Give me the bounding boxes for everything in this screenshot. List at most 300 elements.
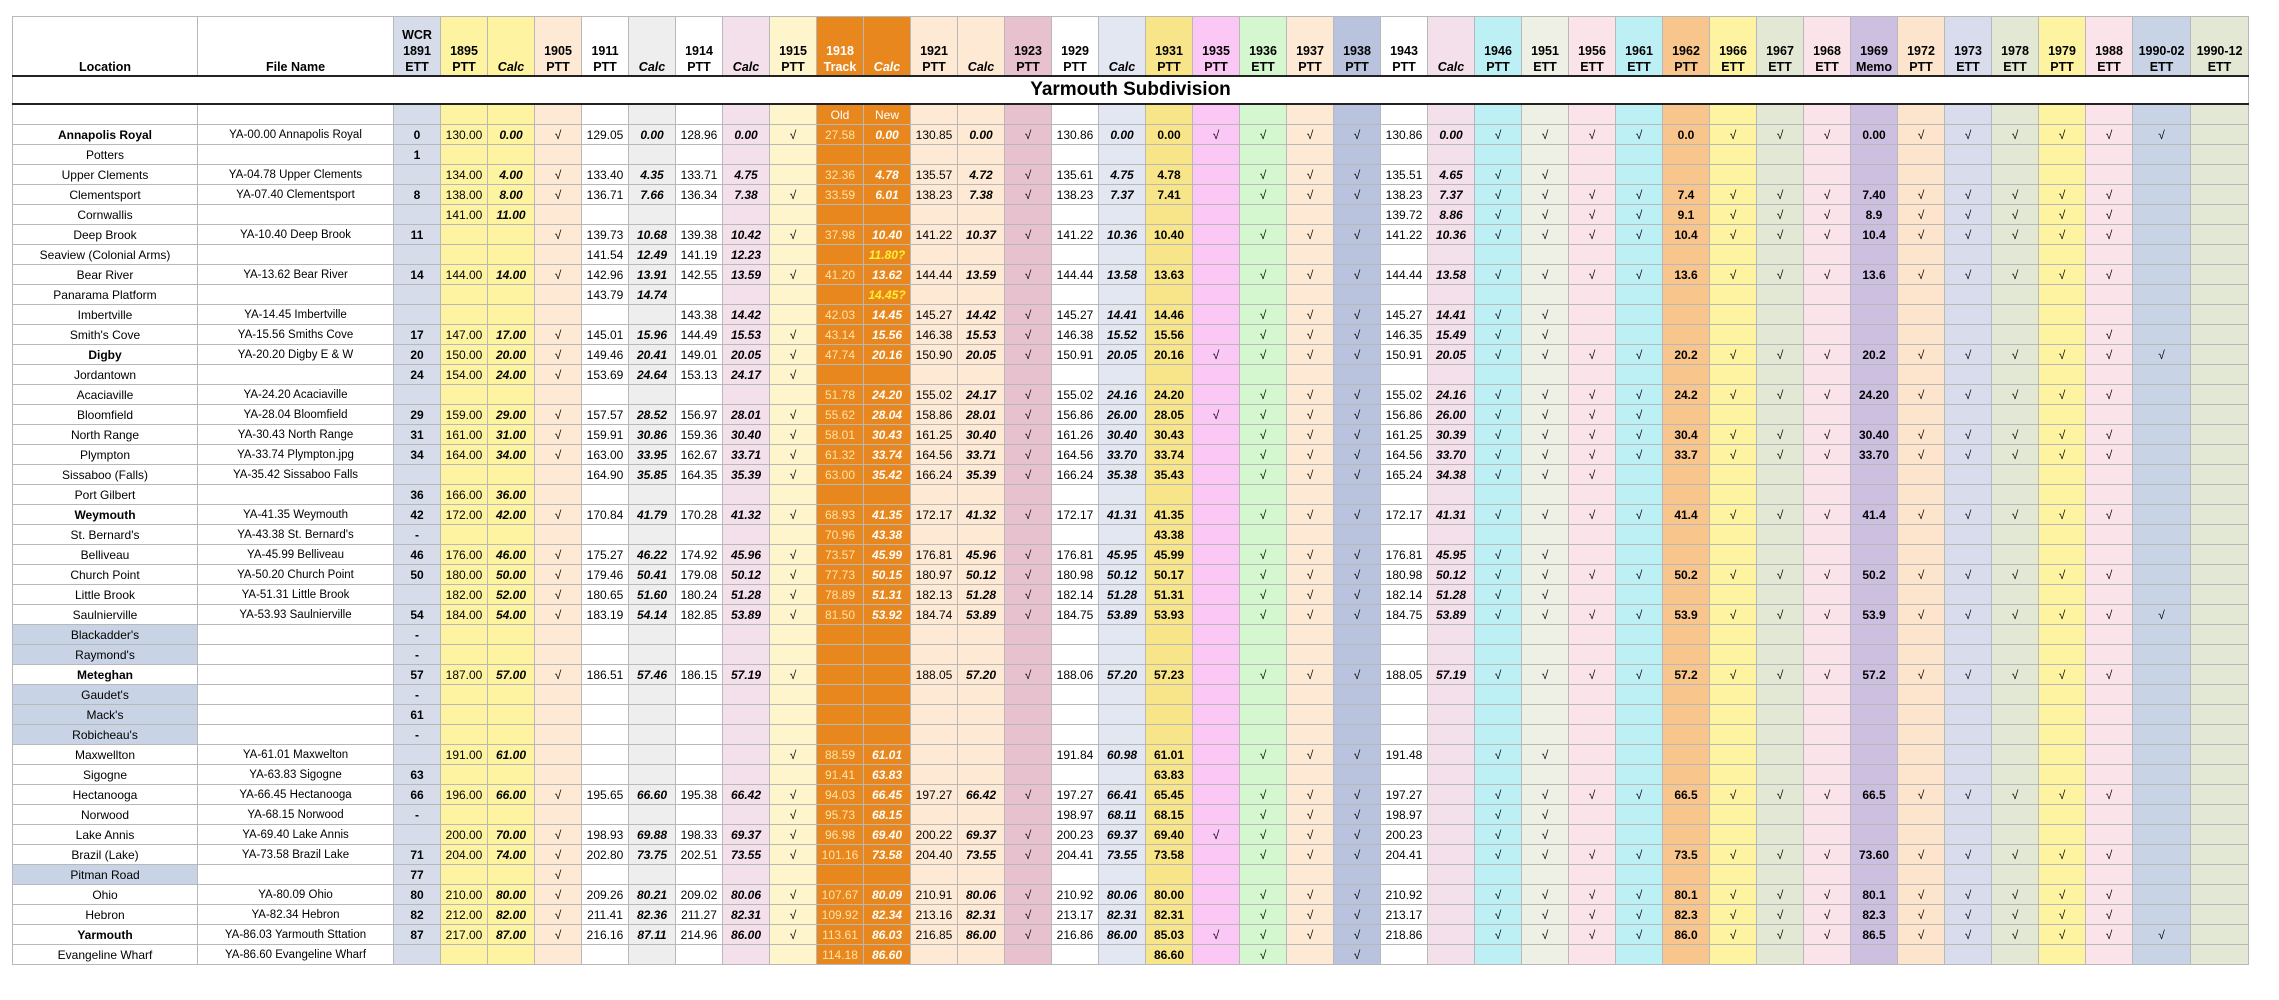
cell-e1968: √ [1804,225,1851,245]
cell-p1979 [2039,725,2086,745]
cell-p1921 [911,685,958,705]
cell-p1937 [1287,645,1334,665]
cell-e1966: √ [1710,565,1757,585]
cell-p1895: 130.00 [441,125,488,145]
cell-p1895: 182.00 [441,585,488,605]
cell-p1895 [441,525,488,545]
cell-p1935 [1193,185,1240,205]
cell-c1943: 14.41 [1428,305,1475,325]
table-row [13,585,2249,605]
cell-e1967 [1757,825,1804,845]
cell-p1938: √ [1334,905,1381,925]
cell-p1923 [1005,205,1052,225]
cell-p1929: 200.23 [1052,825,1099,845]
cell-e1961 [1616,285,1663,305]
cell-e199012 [2191,905,2249,925]
cell-e1973: √ [1945,425,1992,445]
cell-m1969 [1851,525,1898,545]
cell-c1895 [488,725,535,745]
cell-c1921 [958,625,1005,645]
cell-e1956: √ [1569,185,1616,205]
cell-e1968: √ [1804,445,1851,465]
cell-c1918: 86.60 [864,945,911,965]
cell-p1979: √ [2039,785,2086,805]
cell-e1936: √ [1240,925,1287,945]
cell-e1968: √ [1804,605,1851,625]
cell-c1943: 33.70 [1428,445,1475,465]
cell-p1935 [1193,905,1240,925]
cell-p1943: 156.86 [1381,405,1428,425]
cell-e1956 [1569,825,1616,845]
cell-e1961 [1616,165,1663,185]
cell-p1946: √ [1475,125,1522,145]
cell-e1978: √ [1992,665,2039,685]
location-cell: St. Bernard's [13,525,198,545]
cell-e1956: √ [1569,665,1616,685]
cell-p1935 [1193,265,1240,285]
cell-e1966: √ [1710,425,1757,445]
cell-c1918: 41.35 [864,505,911,525]
cell-p1929 [1052,705,1099,725]
cell-p1937 [1287,705,1334,725]
cell-p1946: √ [1475,385,1522,405]
cell-p1979: √ [2039,425,2086,445]
cell-p1923 [1005,365,1052,385]
cell-p1911 [582,385,629,405]
cell-c1918: 43.38 [864,525,911,545]
file-name-cell: YA-20.20 Digby E & W [198,345,394,365]
cell-c1911: 28.52 [629,405,676,425]
cell-p1921: 135.57 [911,165,958,185]
cell-e1967 [1757,245,1804,265]
cell-p1962 [1663,365,1710,385]
cell-p1943: 141.22 [1381,225,1428,245]
cell-c1914: 10.42 [723,225,770,245]
cell-c1921 [958,365,1005,385]
cell-p1962 [1663,645,1710,665]
cell [1193,104,1240,125]
cell-p1943 [1381,145,1428,165]
cell-p1915: √ [770,745,817,765]
cell-p1943 [1381,685,1428,705]
cell-e1968 [1804,405,1851,425]
cell-p1962: 20.2 [1663,345,1710,365]
cell-e199002 [2133,665,2191,685]
cell-p1895: 176.00 [441,545,488,565]
cell-wcr: 36 [394,485,441,505]
table-row [13,285,2249,305]
location-cell: Port Gilbert [13,485,198,505]
cell-e1988: √ [2086,785,2133,805]
cell-m1969: 0.00 [1851,125,1898,145]
cell-p1943: 172.17 [1381,505,1428,525]
cell-wcr: 31 [394,425,441,445]
cell-p1905: √ [535,225,582,245]
cell-p1931: 50.17 [1146,565,1193,585]
cell-c1895 [488,385,535,405]
cell-p1915: √ [770,365,817,385]
cell-p1979 [2039,525,2086,545]
cell-wcr: 11 [394,225,441,245]
cell-e1961 [1616,645,1663,665]
cell-c1921: 15.53 [958,325,1005,345]
cell-m1969 [1851,625,1898,645]
cell-e1988 [2086,465,2133,485]
table-row [13,405,2249,425]
cell [1710,104,1757,125]
cell-t1918: 51.78 [817,385,864,405]
cell-m1969: 7.40 [1851,185,1898,205]
cell-m1969 [1851,485,1898,505]
cell-e1956 [1569,525,1616,545]
cell-wcr: 61 [394,705,441,725]
cell-p1962 [1663,285,1710,305]
cell-p1915: √ [770,825,817,845]
cell-p1929 [1052,245,1099,265]
cell-e1978 [1992,485,2039,505]
cell-c1921: 45.96 [958,545,1005,565]
cell-p1914 [676,685,723,705]
cell-p1914 [676,285,723,305]
cell-p1979 [2039,285,2086,305]
cell-e199002 [2133,365,2191,385]
cell-e1936: √ [1240,565,1287,585]
cell-wcr [394,825,441,845]
cell-p1937 [1287,365,1334,385]
cell-p1979 [2039,165,2086,185]
cell-p1915 [770,625,817,645]
cell-p1931: 43.38 [1146,525,1193,545]
cell-p1895: 161.00 [441,425,488,445]
cell-c1918: 33.74 [864,445,911,465]
cell-p1938 [1334,525,1381,545]
cell-e1936 [1240,245,1287,265]
cell-p1929 [1052,725,1099,745]
cell-c1918: 24.20 [864,385,911,405]
cell-p1923 [1005,485,1052,505]
cell-p1911: 198.93 [582,825,629,845]
cell-p1931: 82.31 [1146,905,1193,925]
cell-p1915: √ [770,225,817,245]
cell-e199012 [2191,485,2249,505]
cell-t1918 [817,725,864,745]
cell-e1951: √ [1522,465,1569,485]
cell-e1951: √ [1522,805,1569,825]
cell-e1966: √ [1710,845,1757,865]
cell-c1918 [864,485,911,505]
cell-e1968: √ [1804,425,1851,445]
cell-p1946: √ [1475,825,1522,845]
cell-e1988: √ [2086,385,2133,405]
cell-e1936: √ [1240,185,1287,205]
cell-wcr: 17 [394,325,441,345]
cell-p1905 [535,385,582,405]
cell-p1921: 145.27 [911,305,958,325]
cell [1992,104,2039,125]
column-header-t1918: 1918 Track [817,17,864,77]
file-name-cell [198,145,394,165]
cell-t1918 [817,245,864,265]
cell-p1979: √ [2039,445,2086,465]
cell-m1969: 20.2 [1851,345,1898,365]
cell-p1979: √ [2039,925,2086,945]
cell-e1966 [1710,165,1757,185]
cell-p1937 [1287,765,1334,785]
cell-c1914: 73.55 [723,845,770,865]
cell-e1973: √ [1945,205,1992,225]
cell-p1962: 9.1 [1663,205,1710,225]
cell [676,104,723,125]
cell-p1911: 157.57 [582,405,629,425]
cell-p1905: √ [535,545,582,565]
cell-p1962 [1663,765,1710,785]
cell-e1956 [1569,165,1616,185]
cell-t1918: 47.74 [817,345,864,365]
cell [1240,104,1287,125]
cell-e1961 [1616,705,1663,725]
cell-p1946 [1475,725,1522,745]
cell-c1911: 13.91 [629,265,676,285]
cell-p1905: √ [535,165,582,185]
cell-t1918: 101.16 [817,845,864,865]
cell-p1895 [441,305,488,325]
cell-wcr: 71 [394,845,441,865]
cell-p1931 [1146,625,1193,645]
cell-c1943: 20.05 [1428,345,1475,365]
cell-p1915: √ [770,565,817,585]
cell-e1961 [1616,805,1663,825]
cell-e199012 [2191,205,2249,225]
cell-t1918: 73.57 [817,545,864,565]
cell-e1967: √ [1757,505,1804,525]
cell-p1935 [1193,785,1240,805]
cell-p1905: √ [535,665,582,685]
cell-c1921: 14.42 [958,305,1005,325]
file-name-cell: YA-69.40 Lake Annis [198,825,394,845]
cell-e1966 [1710,725,1757,745]
cell-c1911 [629,485,676,505]
table-row [13,845,2249,865]
cell-p1914: 202.51 [676,845,723,865]
cell-c1918: 69.40 [864,825,911,845]
cell-p1929: 213.17 [1052,905,1099,925]
cell-e1967 [1757,625,1804,645]
cell-p1931: 14.46 [1146,305,1193,325]
cell-p1929: 155.02 [1052,385,1099,405]
cell-p1921: 184.74 [911,605,958,625]
cell-e199012 [2191,445,2249,465]
cell-e1961: √ [1616,845,1663,865]
file-name-cell [198,245,394,265]
cell-p1935 [1193,605,1240,625]
cell-p1979: √ [2039,665,2086,685]
cell-p1962: 82.3 [1663,905,1710,925]
cell-p1946 [1475,765,1522,785]
cell-e1961 [1616,585,1663,605]
cell-p1915: √ [770,405,817,425]
cell-p1937 [1287,145,1334,165]
cell-wcr [394,285,441,305]
cell [13,104,198,125]
table-row [13,785,2249,805]
cell-c1914: 50.12 [723,565,770,585]
cell-c1929 [1099,525,1146,545]
column-header-p1938: 1938 PTT [1334,17,1381,77]
cell-p1905: √ [535,125,582,145]
cell-p1905: √ [535,365,582,385]
cell-p1937: √ [1287,345,1334,365]
cell [394,104,441,125]
cell-e1966 [1710,325,1757,345]
column-header-p1972: 1972 PTT [1898,17,1945,77]
cell-wcr: - [394,525,441,545]
cell-p1931: 68.15 [1146,805,1193,825]
table-row [13,225,2249,245]
cell-e1988: √ [2086,665,2133,685]
cell-e1978: √ [1992,425,2039,445]
column-header-e1988: 1988 ETT [2086,17,2133,77]
cell-e199012 [2191,765,2249,785]
cell-e1966 [1710,765,1757,785]
cell-p1962 [1663,545,1710,565]
cell-wcr [394,745,441,765]
cell-p1972 [1898,805,1945,825]
cell-p1946: √ [1475,165,1522,185]
cell-c1911 [629,525,676,545]
cell-p1938 [1334,145,1381,165]
cell-m1969 [1851,765,1898,785]
cell-e1966 [1710,945,1757,965]
cell-c1911: 66.60 [629,785,676,805]
column-header-m1969: 1969 Memo [1851,17,1898,77]
cell-e1978: √ [1992,265,2039,285]
cell-e199012 [2191,565,2249,585]
cell-p1915 [770,945,817,965]
cell [1569,104,1616,125]
cell-p1905: √ [535,905,582,925]
cell-e1961 [1616,465,1663,485]
cell-e1968 [1804,705,1851,725]
location-cell: Bear River [13,265,198,285]
cell-p1929: 146.38 [1052,325,1099,345]
cell-p1946 [1475,365,1522,385]
cell-e199012 [2191,505,2249,525]
cell-p1923: √ [1005,585,1052,605]
cell-t1918: 42.03 [817,305,864,325]
table-row [13,685,2249,705]
table-row [13,545,2249,565]
cell-e1978: √ [1992,445,2039,465]
cell-e1973 [1945,245,1992,265]
table-row [13,705,2249,725]
cell-p1972: √ [1898,785,1945,805]
file-name-cell: YA-80.09 Ohio [198,885,394,905]
cell-e199002 [2133,805,2191,825]
cell-wcr [394,165,441,185]
cell-p1911: 145.01 [582,325,629,345]
cell-p1905: √ [535,565,582,585]
cell-c1943: 24.16 [1428,385,1475,405]
cell-wcr: - [394,805,441,825]
cell-e199012 [2191,785,2249,805]
cell-p1911 [582,745,629,765]
cell-c1943: 26.00 [1428,405,1475,425]
cell-c1921: 35.39 [958,465,1005,485]
cell-c1921: 24.17 [958,385,1005,405]
cell-p1935: √ [1193,925,1240,945]
cell-p1914 [676,745,723,765]
cell-p1905 [535,285,582,305]
cell-wcr [394,305,441,325]
cell-wcr: 63 [394,765,441,785]
cell-wcr: 0 [394,125,441,145]
cell-p1923: √ [1005,845,1052,865]
cell [723,104,770,125]
cell-e1973: √ [1945,385,1992,405]
cell-e1973: √ [1945,125,1992,145]
cell-p1914 [676,525,723,545]
cell-p1923 [1005,725,1052,745]
file-name-cell [198,285,394,305]
cell-p1911: 153.69 [582,365,629,385]
cell-c1911: 33.95 [629,445,676,465]
cell-e1973 [1945,145,1992,165]
cell-p1905 [535,685,582,705]
cell [2086,104,2133,125]
cell-wcr: 54 [394,605,441,625]
cell-wcr: 87 [394,925,441,945]
cell-p1929 [1052,625,1099,645]
cell-c1921: 57.20 [958,665,1005,685]
cell-e199012 [2191,225,2249,245]
cell-p1943: 144.44 [1381,265,1428,285]
cell-e199002 [2133,585,2191,605]
cell-c1929: 51.28 [1099,585,1146,605]
file-name-cell: YA-13.62 Bear River [198,265,394,285]
cell-p1937: √ [1287,665,1334,685]
header-row [13,17,2249,77]
cell-p1895: 159.00 [441,405,488,425]
cell-c1918 [864,645,911,665]
cell-p1937: √ [1287,125,1334,145]
cell-p1915 [770,865,817,885]
cell-p1943: 165.24 [1381,465,1428,485]
cell-c1929: 35.38 [1099,465,1146,485]
cell-p1929: 176.81 [1052,545,1099,565]
cell-p1914: 139.38 [676,225,723,245]
location-cell: Clementsport [13,185,198,205]
cell-c1911 [629,145,676,165]
cell-p1915: √ [770,185,817,205]
cell-m1969 [1851,145,1898,165]
cell-m1969: 82.3 [1851,905,1898,925]
cell-e1961: √ [1616,505,1663,525]
cell-p1979 [2039,625,2086,645]
cell-c1895 [488,765,535,785]
cell-p1938 [1334,205,1381,225]
cell-p1923 [1005,765,1052,785]
cell-c1918: 0.00 [864,125,911,145]
cell-p1943: 210.92 [1381,885,1428,905]
cell-p1921 [911,765,958,785]
cell-e1961 [1616,325,1663,345]
cell-p1923 [1005,805,1052,825]
cell-c1921: 50.12 [958,565,1005,585]
cell-p1938 [1334,245,1381,265]
cell-c1929 [1099,245,1146,265]
cell-c1929: 69.37 [1099,825,1146,845]
cell-c1895: 46.00 [488,545,535,565]
